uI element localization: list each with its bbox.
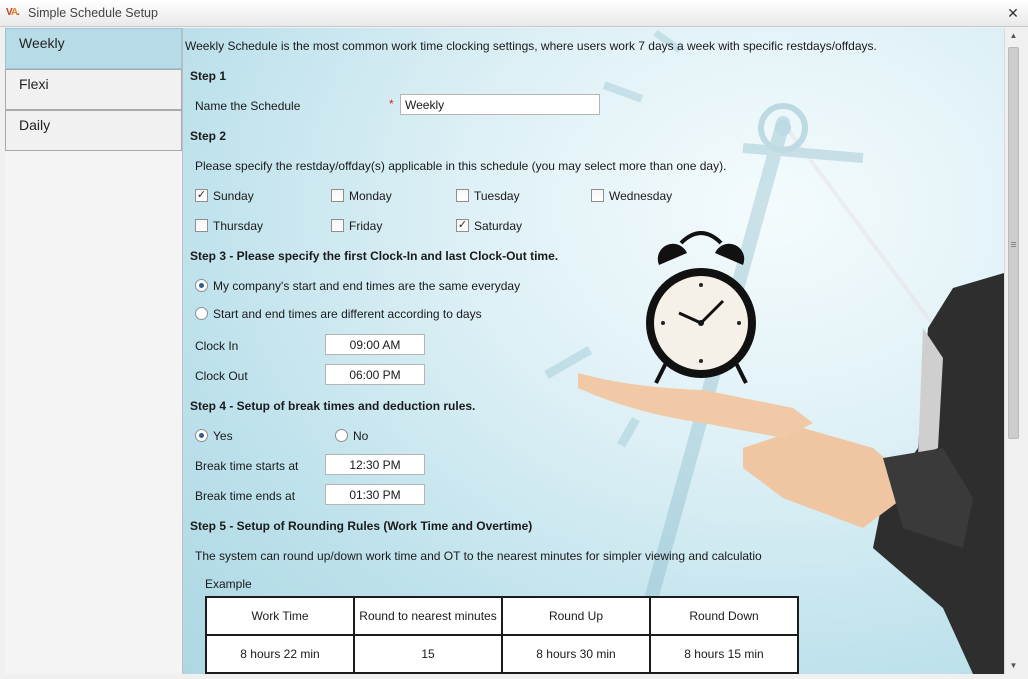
checkbox-friday-label: Friday — [349, 219, 383, 233]
table-header-row — [206, 597, 798, 635]
table-header-round-up: Round Up — [502, 597, 650, 635]
close-button[interactable]: ✕ — [1007, 5, 1019, 21]
window-title: Simple Schedule Setup — [28, 6, 158, 20]
schedule-type-sidebar — [5, 28, 183, 674]
checkbox-sunday[interactable]: ✓ — [196, 189, 207, 201]
radio-break-no[interactable] — [335, 429, 348, 442]
app-logo-icon: VA. — [6, 7, 19, 18]
clock-out-label: Clock Out — [195, 369, 248, 383]
alarm-clock-icon — [646, 233, 756, 383]
checkbox-tuesday-label: Tuesday — [474, 189, 520, 203]
rounding-description: The system can round up/down work time and OT to the nearest minutes for simpler viewing and calculatio — [195, 549, 762, 563]
tab-daily[interactable]: Daily — [5, 110, 182, 151]
rounding-example-table — [205, 596, 799, 674]
tab-flexi[interactable]: Flexi — [5, 69, 182, 110]
scroll-up-arrow-icon[interactable]: ▲ — [1009, 31, 1018, 40]
table-cell-work-time: 8 hours 22 min — [206, 635, 354, 673]
clock-out-time-input[interactable]: 06:00 PM — [325, 364, 425, 385]
checkbox-monday-label: Monday — [349, 189, 392, 203]
title-bar — [0, 0, 1028, 27]
schedule-form-panel — [183, 28, 1004, 674]
break-end-label: Break time ends at — [195, 489, 296, 503]
checkbox-monday[interactable] — [331, 189, 344, 202]
table-header-round-nearest: Round to nearest minutes — [354, 597, 502, 635]
step5-heading: Step 5 - Setup of Rounding Rules (Work Time and Overtime) — [190, 519, 533, 533]
break-end-time-input[interactable]: 01:30 PM — [325, 484, 425, 505]
checkbox-thursday-label: Thursday — [213, 219, 264, 233]
checkbox-wednesday[interactable] — [591, 189, 604, 202]
step4-heading: Step 4 - Setup of break times and deduction rules. — [190, 399, 476, 413]
clock-in-label: Clock In — [195, 339, 239, 353]
scroll-thumb[interactable] — [1008, 47, 1019, 439]
radio-break-yes-label: Yes — [213, 429, 233, 443]
checkbox-sunday-label: Sunday — [213, 189, 254, 203]
example-label: Example — [205, 577, 252, 591]
intro-text: Weekly Schedule is the most common work time clocking settings, where users work 7 days a week with specific restdays/offdays. — [185, 39, 877, 53]
checkbox-wednesday-label: Wednesday — [609, 189, 673, 203]
required-marker: * — [389, 97, 394, 111]
step1-heading: Step 1 — [190, 69, 227, 83]
restday-instruction: Please specify the restday/offday(s) applicable in this schedule (you may select more than one day). — [195, 159, 727, 173]
clock-in-time-input[interactable]: 09:00 AM — [325, 334, 425, 355]
break-start-label: Break time starts at — [195, 459, 299, 473]
radio-different-times[interactable] — [195, 307, 208, 320]
table-cell-round-nearest: 15 — [354, 635, 502, 673]
checkbox-friday[interactable] — [331, 219, 344, 232]
tab-weekly[interactable]: Weekly — [5, 28, 182, 69]
checkbox-saturday[interactable]: ✓ — [457, 219, 468, 231]
schedule-name-label: Name the Schedule — [195, 99, 301, 113]
break-start-time-input[interactable]: 12:30 PM — [325, 454, 425, 475]
radio-break-no-label: No — [353, 429, 369, 443]
checkbox-tuesday[interactable] — [456, 189, 469, 202]
table-cell-round-down: 8 hours 15 min — [650, 635, 798, 673]
radio-break-yes[interactable] — [195, 429, 208, 442]
radio-different-times-label: Start and end times are different according to days — [213, 307, 482, 321]
background-clock-illustration — [183, 28, 1004, 674]
table-header-work-time: Work Time — [206, 597, 354, 635]
radio-same-times[interactable] — [195, 279, 208, 292]
table-header-round-down: Round Down — [650, 597, 798, 635]
vertical-scrollbar[interactable] — [1004, 28, 1021, 674]
step3-heading: Step 3 - Please specify the first Clock-In and last Clock-Out time. — [190, 249, 559, 263]
table-row — [206, 635, 798, 673]
radio-same-times-label: My company's start and end times are the same everyday — [213, 279, 521, 293]
schedule-name-input[interactable]: Weekly — [400, 94, 600, 115]
step2-heading: Step 2 — [190, 129, 227, 143]
checkbox-saturday-label: Saturday — [474, 219, 523, 233]
table-cell-round-up: 8 hours 30 min — [502, 635, 650, 673]
scroll-down-arrow-icon[interactable]: ▼ — [1009, 661, 1018, 670]
checkbox-thursday[interactable] — [195, 219, 208, 232]
